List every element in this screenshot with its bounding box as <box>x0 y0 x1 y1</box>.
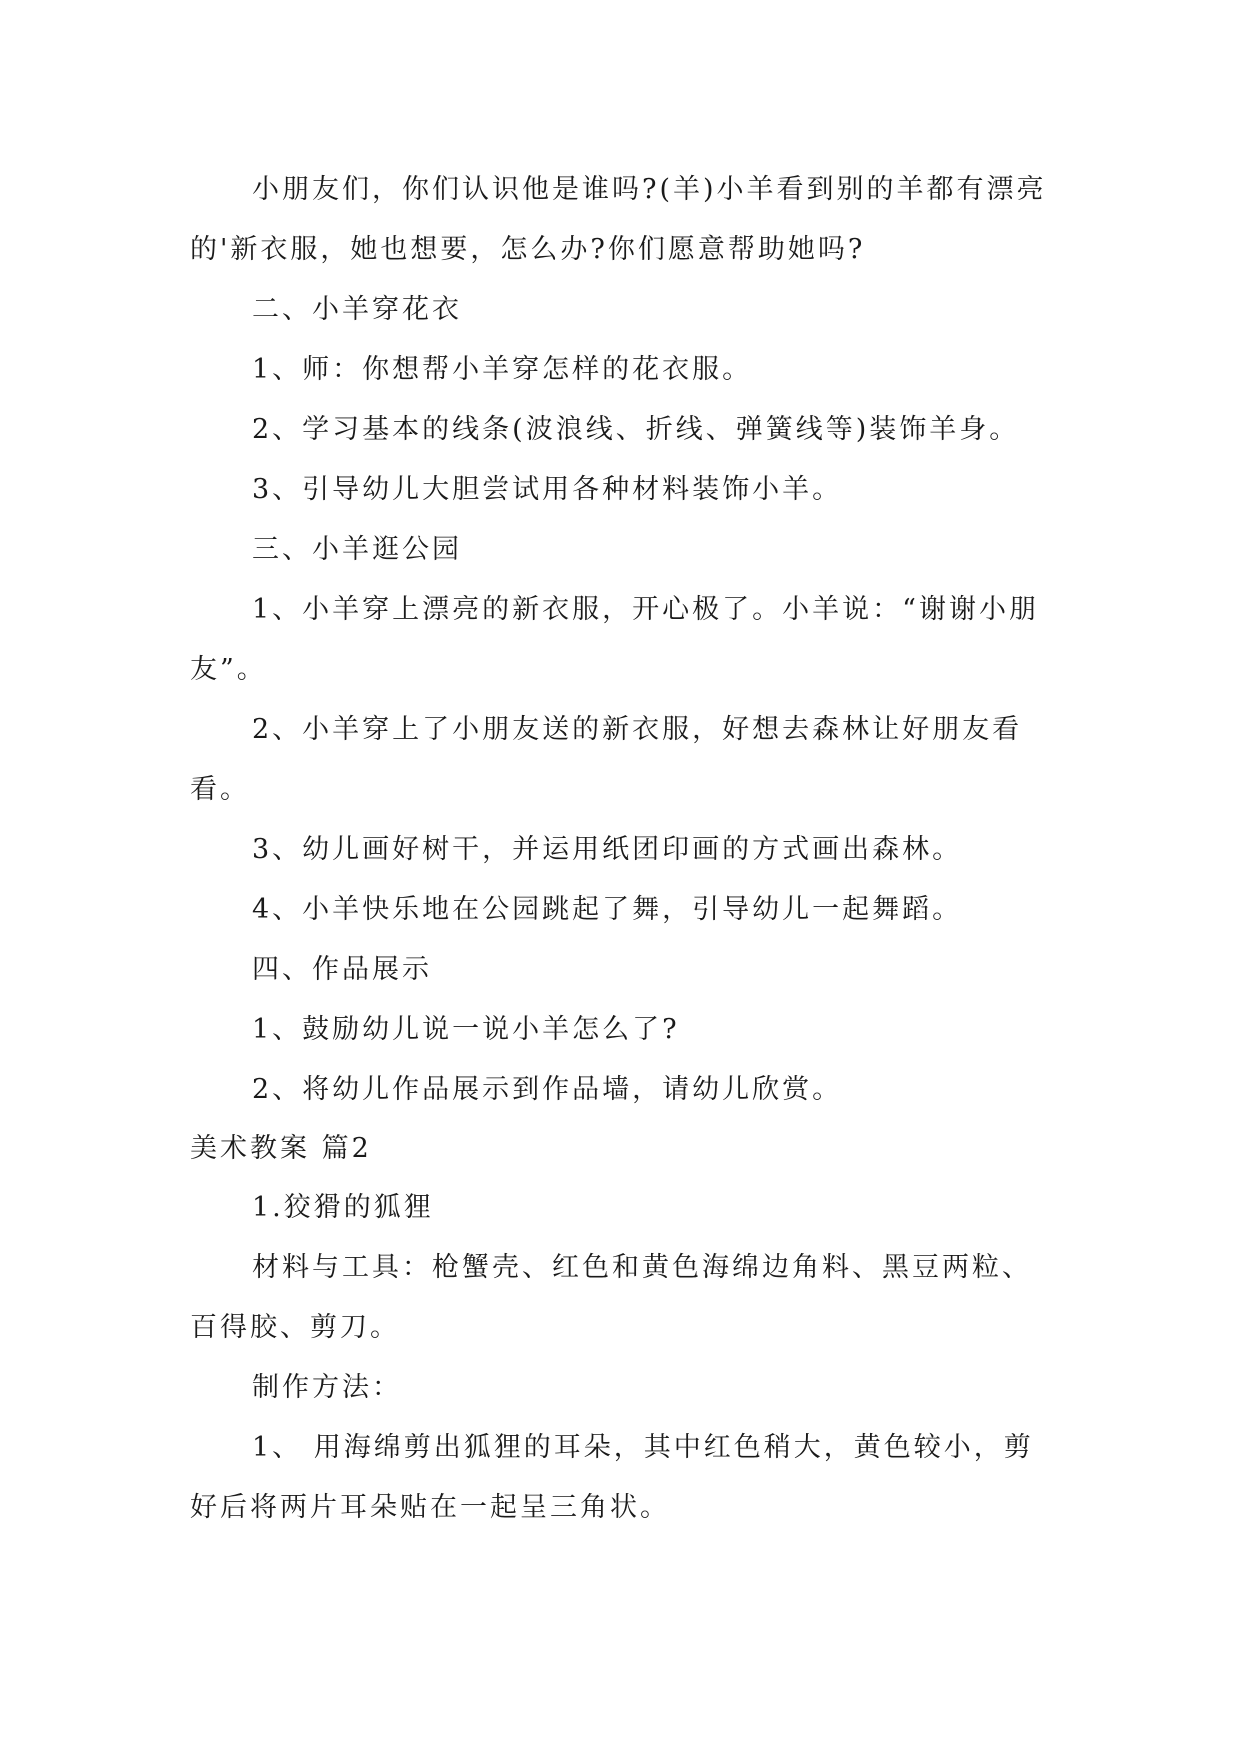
paragraph: 材料与工具：枪蟹壳、红色和黄色海绵边角料、黑豆两粒、百得胶、剪刀。 <box>190 1252 1032 1343</box>
paragraph: 3、引导幼儿大胆尝试用各种材料装饰小羊。 <box>252 474 843 505</box>
subheading: 二、小羊穿花衣 <box>252 294 462 325</box>
paragraph: 3、幼儿画好树干，并运用纸团印画的方式画出森林。 <box>252 834 963 865</box>
paragraph: 1、 用海绵剪出狐狸的耳朵，其中红色稍大，黄色较小，剪好后将两片耳朵贴在一起呈三角状。 <box>190 1432 1034 1523</box>
paragraph: 2、小羊穿上了小朋友送的新衣服，好想去森林让好朋友看看。 <box>190 714 1023 805</box>
paragraph: 小朋友们，你们认识他是谁吗?(羊)小羊看到别的羊都有漂亮的'新衣服，她也想要，怎么办?你们愿意帮助她吗? <box>190 174 1047 265</box>
paragraph: 1、鼓励幼儿说一说小羊怎么了? <box>252 1014 680 1045</box>
paragraph: 制作方法： <box>252 1372 402 1403</box>
subheading: 四、作品展示 <box>252 954 432 985</box>
paragraph: 2、学习基本的线条(波浪线、折线、弹簧线等)装饰羊身。 <box>252 414 1020 445</box>
paragraph: 2、将幼儿作品展示到作品墙，请幼儿欣赏。 <box>252 1074 843 1105</box>
section-heading: 美术教案 篇2 <box>190 1133 372 1164</box>
subheading: 1.狡猾的狐狸 <box>252 1192 434 1223</box>
paragraph: 4、小羊快乐地在公园跳起了舞，引导幼儿一起舞蹈。 <box>252 894 963 925</box>
paragraph: 1、小羊穿上漂亮的新衣服，开心极了。小羊说：“谢谢小朋友”。 <box>190 594 1039 685</box>
document-body <box>190 160 1060 1538</box>
paragraph: 1、师：你想帮小羊穿怎样的花衣服。 <box>252 354 753 385</box>
subheading: 三、小羊逛公园 <box>252 534 462 565</box>
